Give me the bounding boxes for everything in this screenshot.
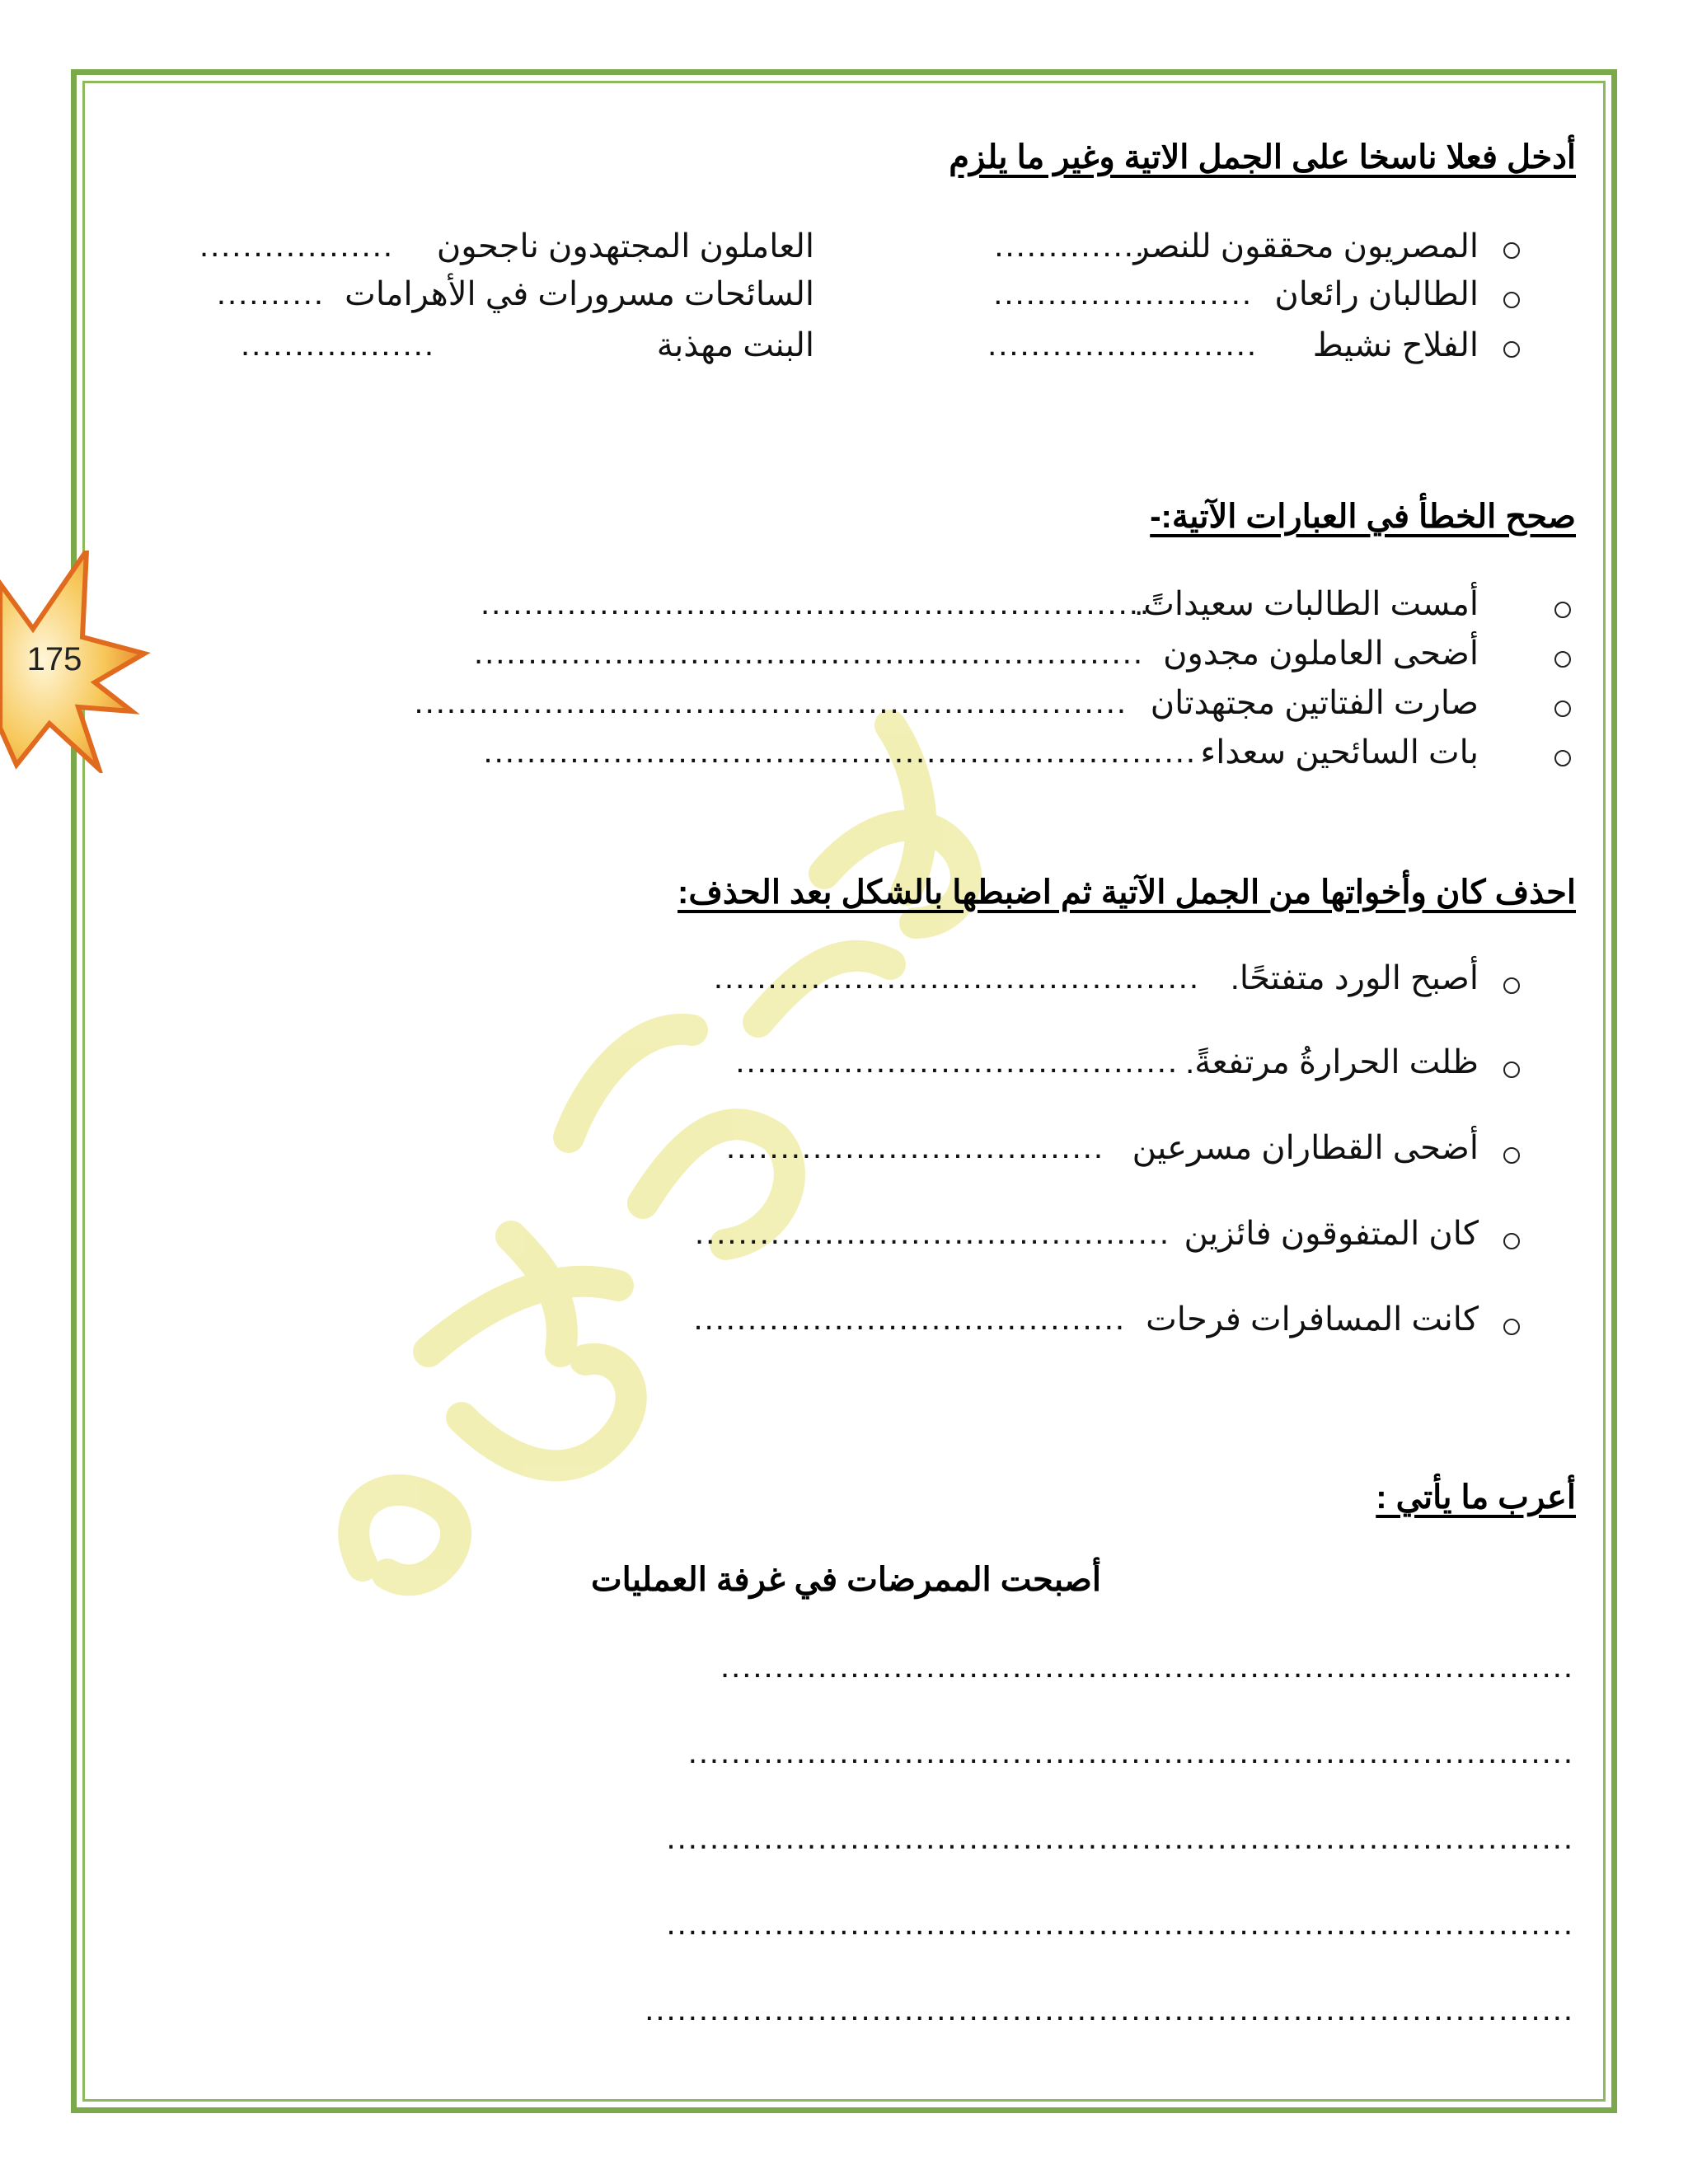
item-text: ظلت الحرارةُ مرتفعةً.	[1185, 1044, 1479, 1080]
answer-line-5[interactable]: ......................................................................................	[645, 1991, 1574, 2027]
bullet-icon	[1554, 750, 1571, 766]
answer-line-3[interactable]: ....................................................................................	[666, 1820, 1574, 1856]
answer-blank[interactable]: .........................	[987, 326, 1258, 363]
item-text: أصبح الورد متفتحًا.	[1230, 960, 1479, 996]
answer-blank[interactable]: ..........	[216, 275, 325, 312]
item-text: صارت الفتاتين مجتهدتان	[1150, 685, 1479, 721]
item-text: أمست الطالبات سعيداتً.	[1134, 586, 1479, 622]
parse-sentence: أصبحت الممرضات في غرفة العمليات	[590, 1562, 1101, 1598]
answer-line-4[interactable]: ....................................................................................	[666, 1905, 1574, 1942]
answer-blank[interactable]: ...................................	[726, 1129, 1104, 1165]
section2-heading: صحح الخطأ في العبارات الآتية:-	[1150, 499, 1576, 535]
bullet-icon	[1503, 292, 1520, 308]
item-text: البنت مهذبة	[656, 327, 814, 363]
page-frame-inner	[82, 81, 1606, 2102]
page-number: 175	[26, 641, 82, 677]
bullet-icon	[1554, 651, 1571, 668]
item-text: العاملون المجتهدون ناجحون	[436, 228, 814, 265]
section4-heading: أعرب ما يأتي :	[1376, 1479, 1576, 1516]
answer-blank[interactable]: ..............	[994, 227, 1146, 264]
answer-blank[interactable]: ..............................................................	[480, 585, 1151, 621]
bullet-icon	[1503, 242, 1520, 259]
answer-blank[interactable]: ........................	[993, 275, 1253, 312]
bullet-icon	[1503, 977, 1520, 994]
item-text: المصريون محققون للنصر	[1133, 228, 1479, 265]
item-text: أضحى القطاران مسرعين	[1132, 1130, 1479, 1166]
item-text: السائحات مسرورات في الأهرامات	[345, 276, 814, 312]
bullet-icon	[1503, 1062, 1520, 1078]
answer-blank[interactable]: ..............................................................	[473, 635, 1144, 671]
section1-heading: أدخل فعلا ناسخا على الجمل الاتية وغير ما يلزم	[949, 139, 1576, 176]
item-text: الفلاح نشيط	[1312, 327, 1479, 363]
answer-blank[interactable]: ........................................	[693, 1301, 1126, 1337]
item-text: أضحى العاملون مجدون	[1163, 635, 1479, 672]
answer-blank[interactable]: ............................................	[695, 1215, 1170, 1251]
answer-blank[interactable]: ..................................................................	[483, 733, 1197, 770]
item-text: كان المتفوقون فائزين	[1184, 1216, 1479, 1252]
bullet-icon	[1503, 1233, 1520, 1249]
bullet-icon	[1503, 1319, 1520, 1335]
bullet-icon	[1503, 1147, 1520, 1164]
answer-blank[interactable]: ..................	[240, 326, 435, 363]
bullet-icon	[1554, 701, 1571, 717]
answer-blank[interactable]: .........................................	[735, 1043, 1179, 1080]
answer-line-2[interactable]: ..................................................................................	[687, 1734, 1574, 1770]
item-text: كانت المسافرات فرحات	[1146, 1301, 1479, 1338]
answer-blank[interactable]: ..................................................................	[414, 684, 1128, 720]
bullet-icon	[1554, 602, 1571, 618]
answer-blank[interactable]: ..................	[199, 227, 394, 264]
item-text: الطالبان رائعان	[1274, 276, 1479, 312]
answer-line-1[interactable]: ...............................................................................	[720, 1648, 1574, 1685]
bullet-icon	[1503, 341, 1520, 358]
page-number-badge	[0, 551, 152, 773]
answer-blank[interactable]: .............................................	[713, 959, 1200, 996]
section3-heading: احذف كان وأخواتها من الجمل الآتية ثم اضبطها بالشكل بعد الحذف:	[678, 874, 1576, 911]
item-text: بات السائحين سعداء	[1200, 734, 1479, 771]
